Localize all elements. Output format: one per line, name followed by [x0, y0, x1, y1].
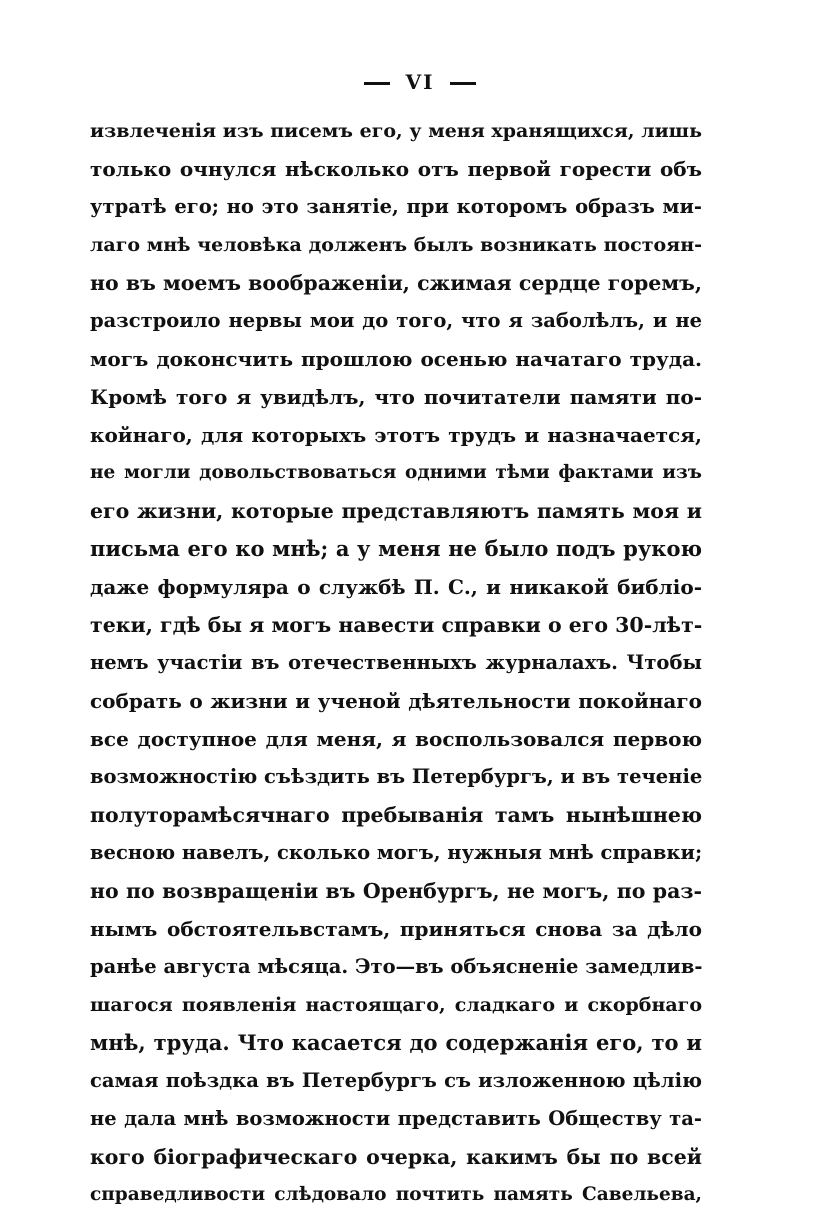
text-line: ранѣе августа мѣсяца. Это—въ объясненіе замедлив-	[90, 955, 702, 978]
text-line: кого біографическаго очерка, какимъ бы по всей	[90, 1145, 702, 1169]
text-line: весною навелъ, сколько могъ, нужныя мнѣ справки;	[90, 841, 702, 864]
text-line: полуторамѣсячнаго пребыванія тамъ нынѣшнею	[90, 803, 702, 827]
text-line: Кромѣ того я увидѣлъ, что почитатели памяти по-	[90, 385, 702, 409]
text-line: письма его ко мнѣ; а у меня не было подъ рукою	[90, 536, 702, 561]
text-line: все доступное для меня, я воспользовался первою	[90, 727, 702, 751]
text-line: койнаго, для которыхъ этотъ трудъ и назначается,	[90, 423, 702, 447]
text-line: утратѣ его; но это занятіе, при которомъ образъ ми-	[90, 195, 702, 218]
text-line: лаго мнѣ человѣка долженъ былъ возникать постоян-	[90, 234, 702, 256]
body-text	[90, 112, 702, 1214]
text-line: шагося появленія настоящаго, сладкаго и скорбнаго	[90, 994, 702, 1016]
text-line: не могли довольствоваться одними тѣми фактами изъ	[90, 462, 702, 483]
page-number-left-dash	[364, 82, 390, 85]
text-line: возможностію съѣздить въ Петербургъ, и въ теченіе	[90, 765, 702, 788]
page-number-right-dash	[450, 82, 476, 85]
page-number	[0, 70, 840, 94]
text-line: не дала мнѣ возможности представить Обществу та-	[90, 1107, 702, 1130]
text-line: справедливости слѣдовало почтить память Савельева,	[90, 1184, 702, 1205]
text-line: разстроило нервы мои до того, что я заболѣлъ, и не	[90, 309, 702, 332]
text-line: даже формуляра о службѣ П. С., и никакой библіо-	[90, 575, 702, 599]
text-line: извлеченія изъ писемъ его, у меня хранящихся, лишь	[90, 120, 702, 142]
text-line: теки, гдѣ бы я могъ навести справки о его 30-лѣт-	[90, 613, 702, 637]
text-line: нымъ обстоятельвстамъ, приняться снова за дѣло	[90, 917, 702, 941]
text-line: немъ участіи въ отечественныхъ журналахъ. Чтобы	[90, 651, 702, 674]
text-line: но въ моемъ воображеніи, сжимая сердце горемъ,	[90, 271, 702, 295]
text-line: собрать о жизни и ученой дѣятельности покойнаго	[90, 689, 702, 713]
text-line: но по возвращеніи въ Оренбургъ, не могъ, по раз-	[90, 879, 702, 903]
text-line: мнѣ, труда. Что касается до содержанія его, то и	[90, 1030, 702, 1055]
page-number-label: VI	[405, 70, 435, 94]
text-line: только очнулся нѣсколько отъ первой горести объ	[90, 157, 702, 181]
text-line: могъ доконсчить прошлою осенью начатаго труда.	[90, 347, 702, 371]
text-line: его жизни, которые представляютъ память моя и	[90, 499, 702, 523]
text-line: самая поѣздка въ Петербургъ съ изложенною цѣлію	[90, 1069, 702, 1092]
